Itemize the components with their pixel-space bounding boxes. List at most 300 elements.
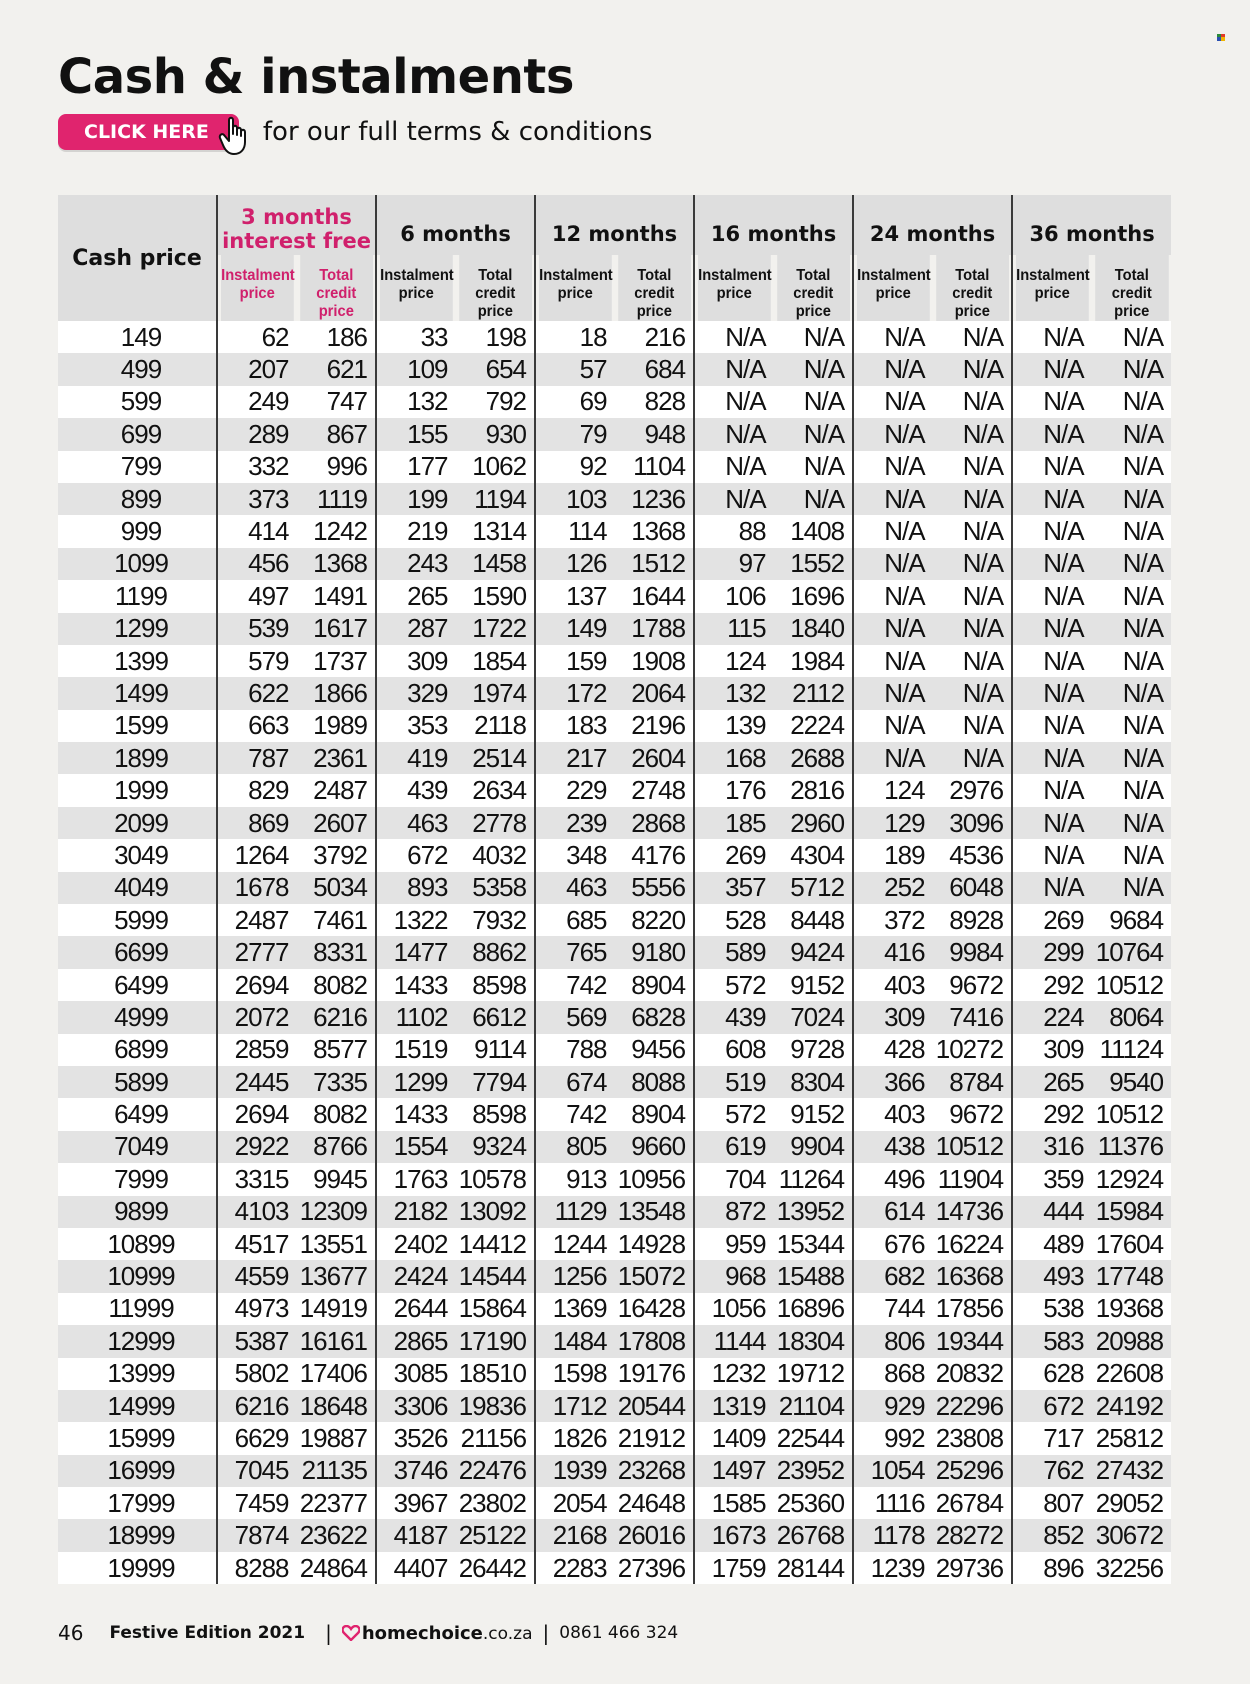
table-row [58, 451, 1171, 483]
total-credit-cell: 23802 [456, 1487, 536, 1519]
total-credit-cell: 8784 [933, 1066, 1013, 1098]
table-row [58, 1260, 1171, 1292]
total-credit-cell: 17748 [1092, 1260, 1172, 1292]
instalment-cell: 373 [217, 483, 297, 515]
instalment-cell: 8288 [217, 1552, 297, 1584]
instalment-cell: N/A [1012, 321, 1092, 353]
total-credit-cell: 22377 [297, 1487, 377, 1519]
instalment-cell: 109 [376, 353, 456, 385]
total-credit-cell: 19344 [933, 1325, 1013, 1357]
cash-price-cell: 499 [58, 353, 217, 385]
instalment-cell: 608 [694, 1034, 774, 1066]
instalment-cell: 589 [694, 936, 774, 968]
instalment-cell: 438 [853, 1131, 933, 1163]
total-credit-cell: 11124 [1092, 1034, 1172, 1066]
total-credit-cell: 828 [615, 386, 695, 418]
instalment-cell: 69 [535, 386, 615, 418]
instalment-cell: N/A [853, 483, 933, 515]
total-credit-cell: 7024 [774, 1001, 854, 1033]
instalment-price-header [697, 255, 770, 321]
subheader-label: Instalment price [857, 267, 931, 302]
total-credit-cell: 2607 [297, 807, 377, 839]
instalment-cell: 456 [217, 548, 297, 580]
instalment-cell: 676 [853, 1228, 933, 1260]
table-row [58, 580, 1171, 612]
cash-price-cell: 5899 [58, 1066, 217, 1098]
instalment-cell: 2865 [376, 1325, 456, 1357]
subheader-label: Instalment price [380, 267, 454, 302]
total-credit-cell: 2487 [297, 774, 377, 806]
total-credit-cell: N/A [933, 451, 1013, 483]
instalment-cell: 497 [217, 580, 297, 612]
total-credit-cell: 17604 [1092, 1228, 1172, 1260]
instalment-cell: 207 [217, 353, 297, 385]
instalment-cell: 419 [376, 742, 456, 774]
instalment-cell: 619 [694, 1131, 774, 1163]
total-credit-cell: 5034 [297, 872, 377, 904]
instalment-cell: 126 [535, 548, 615, 580]
instalment-cell: 439 [376, 774, 456, 806]
instalment-cell: 129 [853, 807, 933, 839]
table-row [58, 353, 1171, 385]
cash-price-cell: 17999 [58, 1487, 217, 1519]
instalment-cell: 444 [1012, 1196, 1092, 1228]
total-credit-cell: 1737 [297, 645, 377, 677]
instalment-cell: 172 [535, 677, 615, 709]
total-credit-cell: 8304 [774, 1066, 854, 1098]
total-credit-cell: N/A [1092, 613, 1172, 645]
instalment-cell: 1129 [535, 1196, 615, 1228]
cash-price-cell: 799 [58, 451, 217, 483]
total-credit-cell: N/A [933, 677, 1013, 709]
total-credit-cell: 22544 [774, 1422, 854, 1454]
total-credit-cell: N/A [933, 353, 1013, 385]
instalment-cell: N/A [1012, 807, 1092, 839]
instalment-cell: 139 [694, 710, 774, 742]
instalment-cell: N/A [853, 580, 933, 612]
total-credit-cell: 9672 [933, 1098, 1013, 1130]
table-row [58, 1098, 1171, 1130]
instalment-cell: 742 [535, 969, 615, 1001]
instalment-cell: 1239 [853, 1552, 933, 1584]
instalment-cell: 217 [535, 742, 615, 774]
total-credit-cell: 17856 [933, 1293, 1013, 1325]
instalment-cell: 868 [853, 1358, 933, 1390]
table-row [58, 1228, 1171, 1260]
subheader-label: Total credit price [315, 267, 356, 320]
instalment-cell: N/A [853, 677, 933, 709]
page-title: Cash & instalments [58, 49, 574, 105]
instalment-cell: 896 [1012, 1552, 1092, 1584]
total-credit-cell: 25296 [933, 1455, 1013, 1487]
subheader-label: Total credit price [474, 267, 515, 320]
total-credit-cell: 8928 [933, 904, 1013, 936]
total-credit-cell: 14736 [933, 1196, 1013, 1228]
instalment-cell: N/A [1012, 548, 1092, 580]
cash-price-cell: 1099 [58, 548, 217, 580]
cash-price-cell: 7999 [58, 1163, 217, 1195]
instalment-cell: 316 [1012, 1131, 1092, 1163]
instalment-cell: 3967 [376, 1487, 456, 1519]
total-credit-cell: 21912 [615, 1422, 695, 1454]
total-credit-cell: 10512 [1092, 969, 1172, 1001]
period-label: 16 months [710, 222, 837, 246]
instalment-cell: 18 [535, 321, 615, 353]
total-credit-cell: 13551 [297, 1228, 377, 1260]
instalment-cell: 269 [694, 839, 774, 871]
total-credit-cell: 8088 [615, 1066, 695, 1098]
instalment-cell: N/A [853, 613, 933, 645]
total-credit-cell: 25360 [774, 1487, 854, 1519]
instalment-cell: 168 [694, 742, 774, 774]
instalment-cell: 2182 [376, 1196, 456, 1228]
table-row [58, 418, 1171, 450]
total-credit-cell: 2868 [615, 807, 695, 839]
period-label: 6 months [400, 222, 511, 246]
cash-price-cell: 1999 [58, 774, 217, 806]
total-credit-cell: 27396 [615, 1552, 695, 1584]
instalment-cell: 572 [694, 969, 774, 1001]
total-credit-cell: 2224 [774, 710, 854, 742]
instalment-cell: 463 [376, 807, 456, 839]
subheader-label: Total credit price [951, 267, 992, 320]
total-credit-cell: 198 [456, 321, 536, 353]
instalment-cell: N/A [1012, 774, 1092, 806]
total-credit-cell: 24648 [615, 1487, 695, 1519]
total-credit-cell: 25122 [456, 1519, 536, 1551]
total-credit-cell: 1408 [774, 515, 854, 547]
instalment-cell: 1369 [535, 1293, 615, 1325]
instalment-cell: 115 [694, 613, 774, 645]
total-credit-header [618, 255, 691, 321]
instalment-cell: N/A [1012, 483, 1092, 515]
instalment-cell: N/A [694, 321, 774, 353]
instalment-price-header [379, 255, 452, 321]
instalment-cell: 1054 [853, 1455, 933, 1487]
cash-price-cell: 699 [58, 418, 217, 450]
total-credit-cell: 2816 [774, 774, 854, 806]
instalment-cell: 992 [853, 1422, 933, 1454]
instalment-cell: 538 [1012, 1293, 1092, 1325]
total-credit-cell: N/A [1092, 321, 1172, 353]
instalment-cell: 765 [535, 936, 615, 968]
total-credit-cell: 25812 [1092, 1422, 1172, 1454]
instalment-cell: N/A [1012, 839, 1092, 871]
total-credit-cell: 12309 [297, 1196, 377, 1228]
instalment-cell: 199 [376, 483, 456, 515]
terms-cta [58, 112, 652, 152]
cash-price-cell: 599 [58, 386, 217, 418]
instalment-cell: 332 [217, 451, 297, 483]
instalment-cell: 5802 [217, 1358, 297, 1390]
total-credit-cell: N/A [1092, 451, 1172, 483]
total-credit-cell: 5556 [615, 872, 695, 904]
total-credit-cell: 26442 [456, 1552, 536, 1584]
instalment-cell: N/A [853, 321, 933, 353]
click-here-button[interactable]: CLICK HERE [58, 114, 239, 150]
instalment-cell: 289 [217, 418, 297, 450]
instalment-cell: 4407 [376, 1552, 456, 1584]
cash-price-header: Cash price [58, 195, 217, 321]
instalment-cell: 124 [694, 645, 774, 677]
total-credit-cell: 13092 [456, 1196, 536, 1228]
table-row [58, 969, 1171, 1001]
instalment-cell: 929 [853, 1390, 933, 1422]
instalment-cell: 672 [1012, 1390, 1092, 1422]
total-credit-cell: 1314 [456, 515, 536, 547]
instalment-cell: 2424 [376, 1260, 456, 1292]
total-credit-cell: 18648 [297, 1390, 377, 1422]
total-credit-cell: 12924 [1092, 1163, 1172, 1195]
cash-price-cell: 6899 [58, 1034, 217, 1066]
total-credit-cell: 19887 [297, 1422, 377, 1454]
instalment-cell: N/A [1012, 580, 1092, 612]
website-brand: homechoice [361, 1622, 483, 1644]
instalment-cell: 1763 [376, 1163, 456, 1195]
instalment-cell: 1598 [535, 1358, 615, 1390]
total-credit-cell: 621 [297, 353, 377, 385]
total-credit-cell: 10764 [1092, 936, 1172, 968]
table-row [58, 645, 1171, 677]
cash-price-cell: 2099 [58, 807, 217, 839]
total-credit-cell: 996 [297, 451, 377, 483]
instalment-cell: N/A [853, 451, 933, 483]
instalment-cell: 704 [694, 1163, 774, 1195]
total-credit-cell: 15984 [1092, 1196, 1172, 1228]
instalment-cell: 805 [535, 1131, 615, 1163]
instalment-cell: 372 [853, 904, 933, 936]
instalment-cell: 57 [535, 353, 615, 385]
cash-price-cell: 4049 [58, 872, 217, 904]
cash-price-cell: 12999 [58, 1325, 217, 1357]
total-credit-cell: 9660 [615, 1131, 695, 1163]
instalment-cell: N/A [1012, 515, 1092, 547]
instalment-cell: 2402 [376, 1228, 456, 1260]
total-credit-cell: 1974 [456, 677, 536, 709]
instalment-cell: 185 [694, 807, 774, 839]
instalment-cell: 1554 [376, 1131, 456, 1163]
total-credit-cell: N/A [933, 418, 1013, 450]
subheader-label: Instalment price [221, 267, 295, 302]
instalment-cell: 353 [376, 710, 456, 742]
table-body [58, 321, 1171, 1584]
instalment-cell: 287 [376, 613, 456, 645]
instalment-cell: 7874 [217, 1519, 297, 1551]
total-credit-cell: 2604 [615, 742, 695, 774]
total-credit-cell: N/A [933, 515, 1013, 547]
total-credit-cell: 4176 [615, 839, 695, 871]
total-credit-cell: 9945 [297, 1163, 377, 1195]
instalment-cell: N/A [853, 645, 933, 677]
instalment-cell: 124 [853, 774, 933, 806]
total-credit-cell: 6048 [933, 872, 1013, 904]
instalment-cell: 682 [853, 1260, 933, 1292]
instalment-cell: 132 [694, 677, 774, 709]
table-row [58, 872, 1171, 904]
total-credit-cell: 2960 [774, 807, 854, 839]
cash-price-cell: 899 [58, 483, 217, 515]
subheader-label: Total credit price [1111, 267, 1152, 320]
instalment-cell: 177 [376, 451, 456, 483]
total-credit-cell: 11264 [774, 1163, 854, 1195]
instalment-cell: 852 [1012, 1519, 1092, 1551]
cash-price-cell: 4999 [58, 1001, 217, 1033]
total-credit-cell: 7794 [456, 1066, 536, 1098]
total-credit-cell: 2514 [456, 742, 536, 774]
total-credit-cell: 1512 [615, 548, 695, 580]
total-credit-cell: 1368 [615, 515, 695, 547]
total-credit-cell: 792 [456, 386, 536, 418]
total-credit-cell: 27432 [1092, 1455, 1172, 1487]
instalment-cell: 2694 [217, 969, 297, 1001]
total-credit-cell: 16224 [933, 1228, 1013, 1260]
instalment-cell: 528 [694, 904, 774, 936]
footer-separator: | [325, 1621, 332, 1645]
instalment-cell: 1319 [694, 1390, 774, 1422]
instalment-cell: 329 [376, 677, 456, 709]
instalment-cell: 913 [535, 1163, 615, 1195]
instalment-cell: 88 [694, 515, 774, 547]
period-label: 24 months [869, 222, 996, 246]
total-credit-cell: 9540 [1092, 1066, 1172, 1098]
total-credit-cell: 17808 [615, 1325, 695, 1357]
instalment-table [58, 195, 1171, 1584]
total-credit-cell: 2688 [774, 742, 854, 774]
total-credit-cell: N/A [1092, 742, 1172, 774]
instalment-cell: 579 [217, 645, 297, 677]
instalment-cell: 2694 [217, 1098, 297, 1130]
total-credit-cell: 29736 [933, 1552, 1013, 1584]
total-credit-cell: 22608 [1092, 1358, 1172, 1390]
total-credit-cell: N/A [774, 353, 854, 385]
total-credit-cell: 15344 [774, 1228, 854, 1260]
instalment-cell: N/A [694, 353, 774, 385]
total-credit-cell: N/A [1092, 645, 1172, 677]
total-credit-cell: 1866 [297, 677, 377, 709]
cash-price-cell: 149 [58, 321, 217, 353]
total-credit-cell: 9152 [774, 1098, 854, 1130]
total-credit-cell: 21104 [774, 1390, 854, 1422]
instalment-cell: 3315 [217, 1163, 297, 1195]
total-credit-cell: 8598 [456, 969, 536, 1001]
total-credit-cell: 28144 [774, 1552, 854, 1584]
instalment-cell: N/A [1012, 742, 1092, 774]
total-credit-cell: 19368 [1092, 1293, 1172, 1325]
total-credit-cell: 9152 [774, 969, 854, 1001]
total-credit-cell: 8904 [615, 969, 695, 1001]
total-credit-cell: 7335 [297, 1066, 377, 1098]
cash-price-cell: 19999 [58, 1552, 217, 1584]
total-credit-cell: 10272 [933, 1034, 1013, 1066]
total-credit-cell: 23808 [933, 1422, 1013, 1454]
table-row [58, 1422, 1171, 1454]
total-credit-cell: 2361 [297, 742, 377, 774]
total-credit-cell: 6216 [297, 1001, 377, 1033]
table-row [58, 807, 1171, 839]
instalment-cell: 539 [217, 613, 297, 645]
total-credit-cell: 11904 [933, 1163, 1013, 1195]
total-credit-cell: 1617 [297, 613, 377, 645]
total-credit-cell: 22476 [456, 1455, 536, 1487]
total-credit-cell: 9180 [615, 936, 695, 968]
total-credit-cell: 2634 [456, 774, 536, 806]
total-credit-cell: N/A [1092, 807, 1172, 839]
instalment-cell: N/A [853, 515, 933, 547]
total-credit-cell: 14928 [615, 1228, 695, 1260]
instalment-cell: N/A [853, 353, 933, 385]
total-credit-cell: N/A [933, 645, 1013, 677]
table-row [58, 1519, 1171, 1551]
instalment-cell: 366 [853, 1066, 933, 1098]
subheader-label: Instalment price [698, 267, 772, 302]
total-credit-cell: 1062 [456, 451, 536, 483]
instalment-cell: 1939 [535, 1455, 615, 1487]
instalment-cell: 1144 [694, 1325, 774, 1357]
instalment-cell: N/A [853, 386, 933, 418]
total-credit-cell: 9728 [774, 1034, 854, 1066]
instalment-cell: 189 [853, 839, 933, 871]
website-link[interactable] [362, 1623, 533, 1644]
instalment-cell: 414 [217, 515, 297, 547]
instalment-cell: 1299 [376, 1066, 456, 1098]
cash-price-cell: 11999 [58, 1293, 217, 1325]
instalment-cell: 309 [376, 645, 456, 677]
total-credit-cell: 26768 [774, 1519, 854, 1551]
instalment-cell: 1826 [535, 1422, 615, 1454]
total-credit-cell: 15864 [456, 1293, 536, 1325]
total-credit-cell: 6612 [456, 1001, 536, 1033]
instalment-cell: 309 [1012, 1034, 1092, 1066]
total-credit-cell: 15072 [615, 1260, 695, 1292]
cash-price-cell: 1899 [58, 742, 217, 774]
instalment-cell: 2168 [535, 1519, 615, 1551]
instalment-cell: 265 [1012, 1066, 1092, 1098]
cash-price-cell: 1299 [58, 613, 217, 645]
website-domain: .co.za [482, 1623, 533, 1644]
total-credit-cell: 1194 [456, 483, 536, 515]
instalment-cell: 62 [217, 321, 297, 353]
table-row [58, 1358, 1171, 1390]
total-credit-cell: 1984 [774, 645, 854, 677]
total-credit-cell: 26016 [615, 1519, 695, 1551]
instalment-cell: 1322 [376, 904, 456, 936]
instalment-cell: N/A [694, 418, 774, 450]
instalment-cell: 4187 [376, 1519, 456, 1551]
instalment-cell: 265 [376, 580, 456, 612]
instalment-cell: N/A [853, 548, 933, 580]
total-credit-cell: N/A [774, 451, 854, 483]
instalment-cell: 219 [376, 515, 456, 547]
total-credit-cell: N/A [1092, 353, 1172, 385]
total-credit-cell: N/A [1092, 548, 1172, 580]
total-credit-cell: 867 [297, 418, 377, 450]
pointing-hand-icon [217, 114, 261, 158]
table-row [58, 710, 1171, 742]
instalment-cell: 3526 [376, 1422, 456, 1454]
instalment-cell: 968 [694, 1260, 774, 1292]
instalment-cell: 742 [535, 1098, 615, 1130]
total-credit-cell: N/A [1092, 677, 1172, 709]
total-credit-cell: N/A [1092, 483, 1172, 515]
instalment-cell: 572 [694, 1098, 774, 1130]
instalment-cell: 717 [1012, 1422, 1092, 1454]
instalment-cell: 1116 [853, 1487, 933, 1519]
table-row [58, 1390, 1171, 1422]
cash-price-cell: 1599 [58, 710, 217, 742]
instalment-cell: 1673 [694, 1519, 774, 1551]
instalment-cell: 622 [217, 677, 297, 709]
instalment-cell: N/A [853, 418, 933, 450]
